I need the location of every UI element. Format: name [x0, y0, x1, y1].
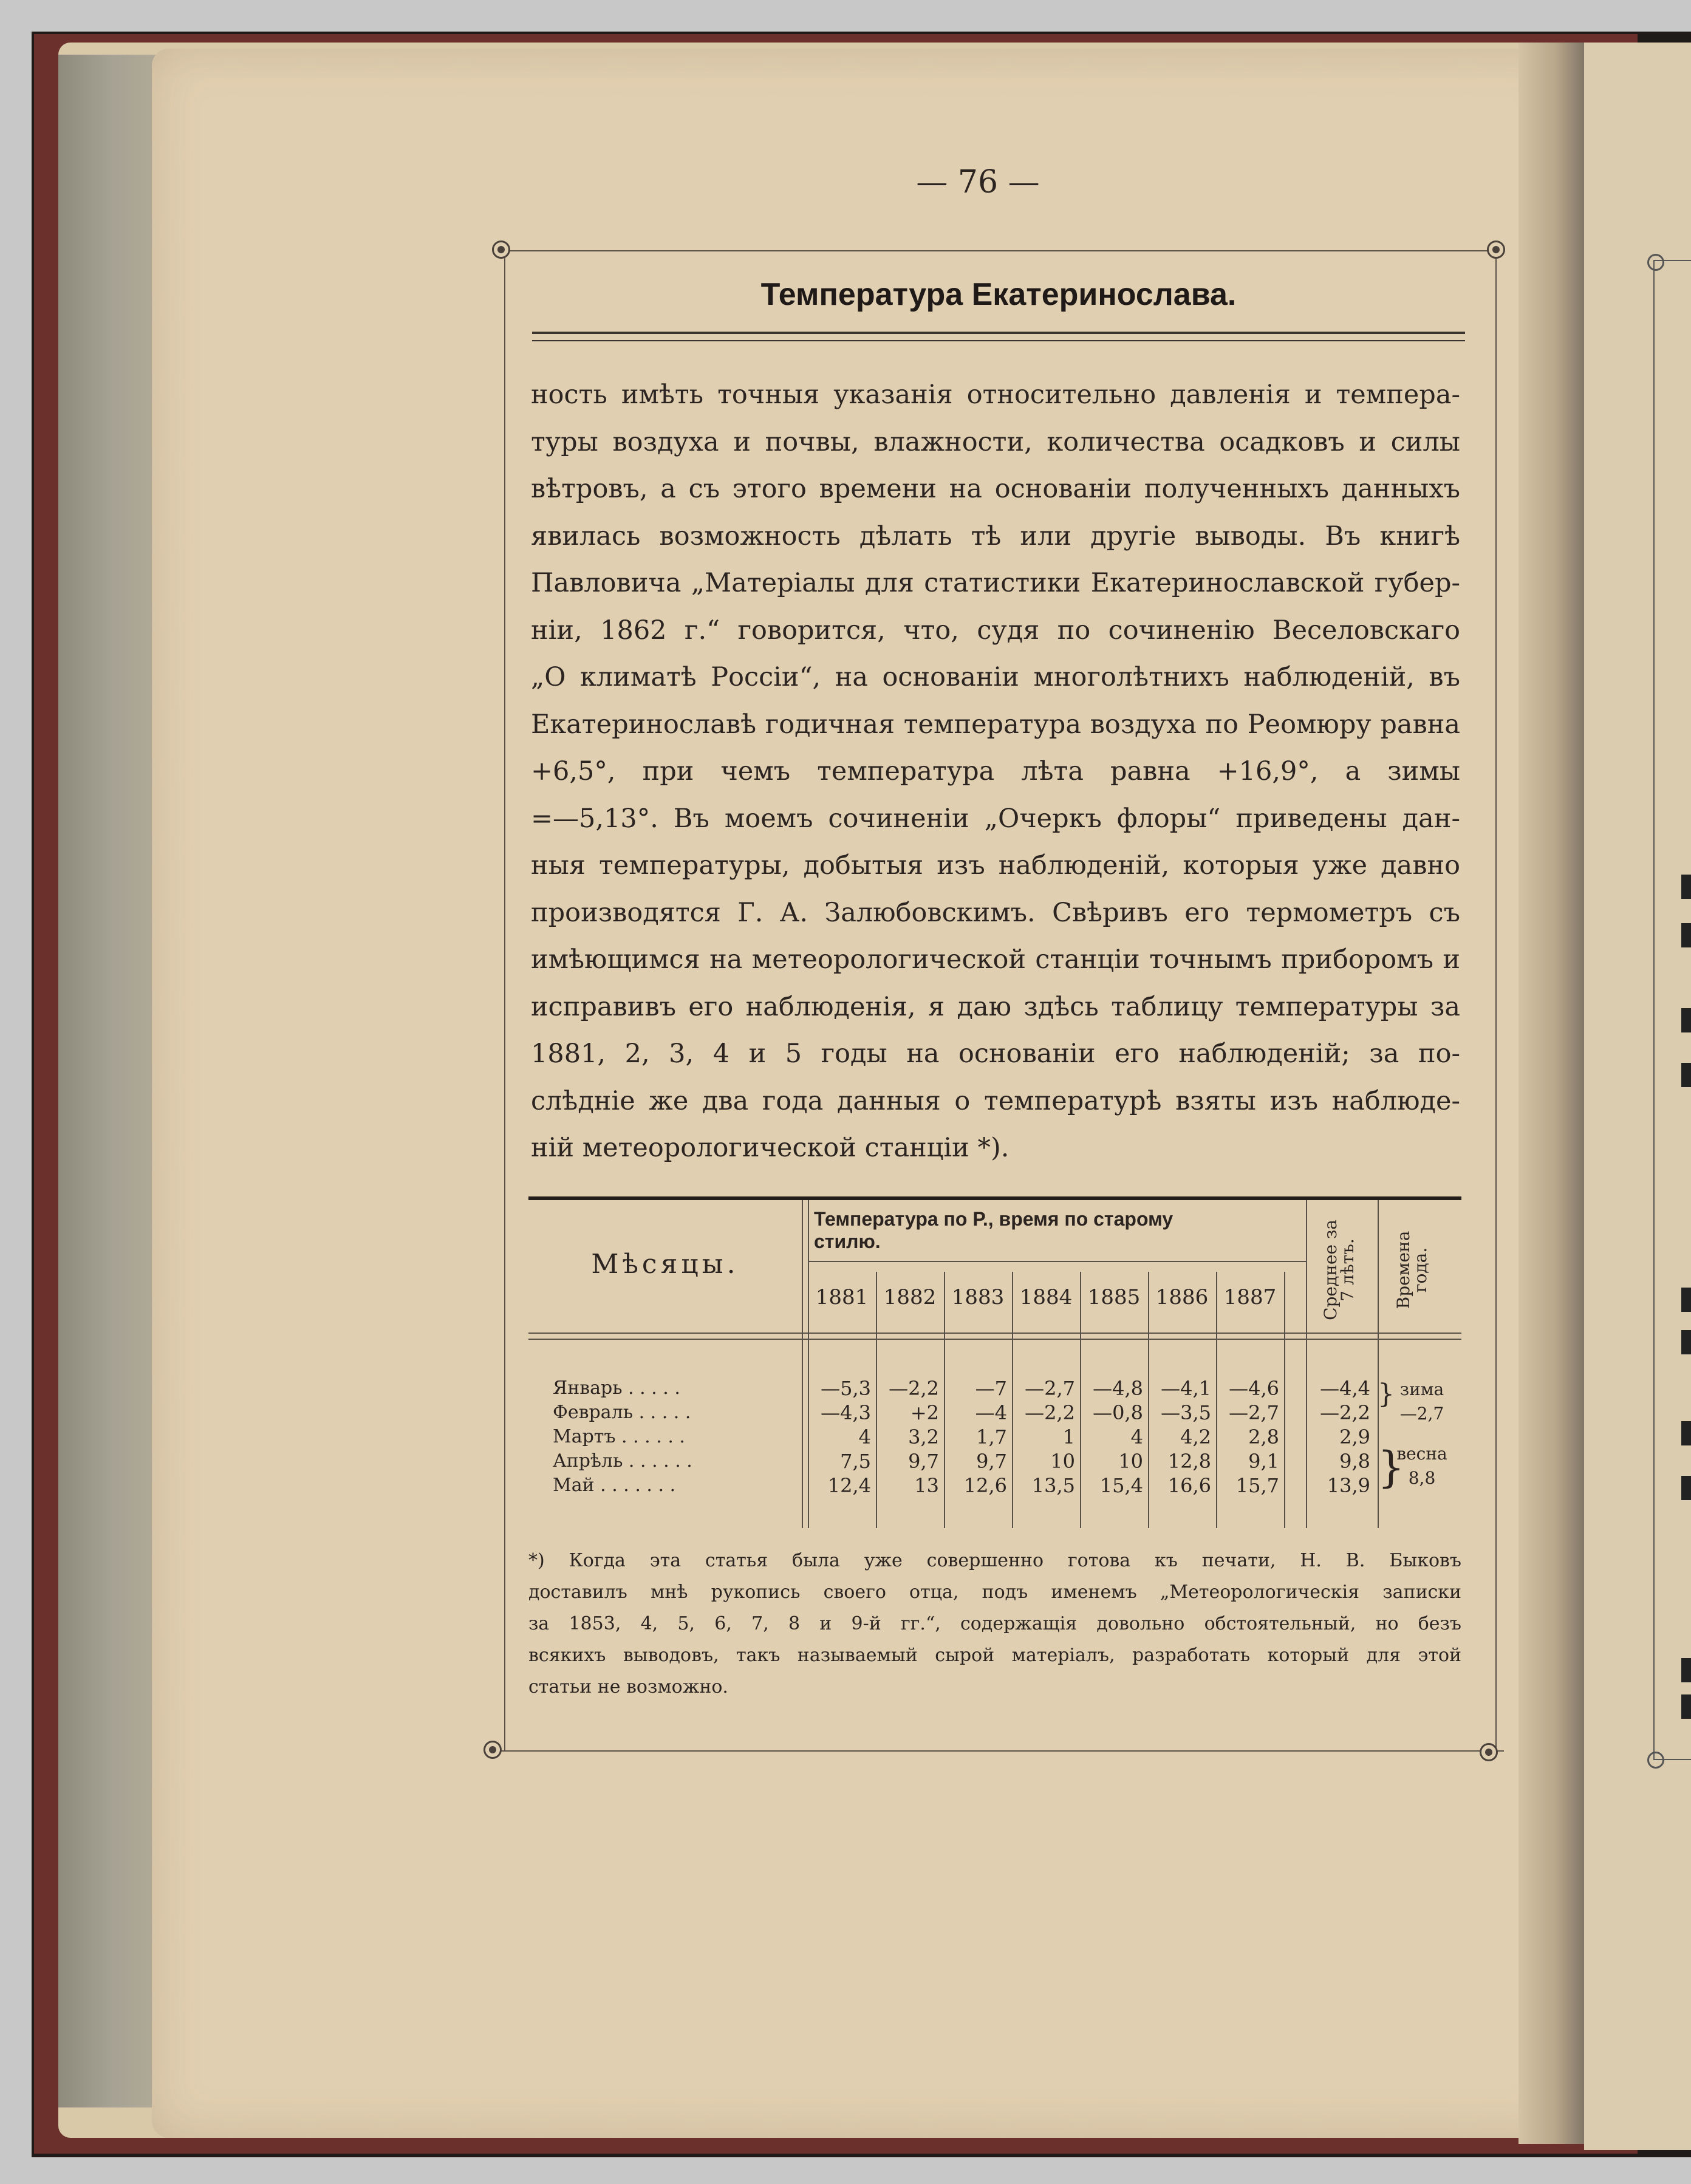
- season-header-line: Времена: [1393, 1230, 1413, 1309]
- text-line: имѣющимся на метеорологической станціи точнымъ приборомъ и: [531, 944, 1460, 975]
- right-page-edge: [1584, 43, 1691, 2150]
- text-line: ность имѣть точныя указанія относительно давленія и темпера-: [531, 380, 1460, 410]
- text-line: производятся Г. А. Залюбовскимъ. Свѣривъ его термометръ съ: [531, 897, 1460, 928]
- text-line: Екатеринославѣ годичная температура воздуха по Реомюру равна: [531, 709, 1460, 740]
- right-page-ornament-top: [1647, 254, 1664, 271]
- table-cell: 9,7: [976, 1450, 1007, 1473]
- season-spring-name: весна: [1396, 1444, 1447, 1464]
- text-line: ныя температуры, добытыя изъ наблюденій, которыя уже давно: [531, 850, 1460, 881]
- year-header: 1883: [951, 1285, 1005, 1309]
- table-cell-average: —2,2: [1320, 1401, 1370, 1424]
- year-header: 1886: [1155, 1285, 1209, 1309]
- year-header: 1885: [1087, 1285, 1141, 1309]
- table-divider: [1284, 1272, 1285, 1528]
- right-page-text-fragment: [1681, 1063, 1691, 1087]
- footnote: [528, 1545, 1461, 1703]
- table-cell: 12,4: [827, 1474, 871, 1497]
- text-line: Павловича „Матеріалы для статистики Екатеринославской губер-: [531, 568, 1460, 598]
- table-cell: 12,8: [1167, 1450, 1211, 1473]
- table-divider: [808, 1261, 1306, 1262]
- temperature-header: Температура по Р., время по старому стилю.: [814, 1208, 1173, 1252]
- table-cell: 1: [1062, 1425, 1075, 1449]
- season-winter-name: зима: [1399, 1379, 1444, 1399]
- table-cell: —0,8: [1093, 1401, 1143, 1424]
- right-page-text-fragment: [1681, 1008, 1691, 1032]
- table-cell: 10: [1118, 1450, 1143, 1473]
- table-cell: 9,1: [1248, 1450, 1279, 1473]
- footnote-line: всякихъ выводовъ, такъ называемый сырой матеріалъ, разработать который для этой: [528, 1645, 1461, 1666]
- table-cell: 4,2: [1180, 1425, 1211, 1449]
- text-line: „О климатѣ Россіи“, на основаніи многолѣтнихъ наблюденій, въ: [531, 662, 1460, 692]
- season-spring-value: 8,8: [1408, 1468, 1436, 1488]
- season-column-header: [1385, 1206, 1440, 1334]
- book-gutter: [1518, 43, 1585, 2144]
- table-cell: 3,2: [908, 1425, 939, 1449]
- average-header-line: Среднее за: [1320, 1220, 1341, 1320]
- right-page-text-fragment: [1681, 1421, 1691, 1445]
- table-cell: —2,2: [889, 1377, 939, 1400]
- table-cell-average: —4,4: [1320, 1377, 1370, 1400]
- corner-ornament-icon: [492, 241, 510, 259]
- text-line: +6,5°, при чемъ температура лѣта равна +16,9°, а зимы: [531, 756, 1460, 787]
- right-page-text-fragment: [1681, 1694, 1691, 1719]
- table-cell: —4,1: [1161, 1377, 1211, 1400]
- table-cell: 4: [1130, 1425, 1143, 1449]
- table-cell: 16,6: [1167, 1474, 1211, 1497]
- table-cell: 9,7: [908, 1450, 939, 1473]
- right-page-text-fragment: [1681, 1476, 1691, 1500]
- table-divider: [528, 1339, 1461, 1340]
- months-column-header: Мѣсяцы.: [591, 1248, 739, 1280]
- page-number: — 76 —: [916, 164, 1040, 200]
- right-page-text-fragment: [1681, 875, 1691, 899]
- table-cell: —4: [975, 1401, 1007, 1424]
- right-page-frame-left: [1653, 260, 1655, 1760]
- title-rule: [532, 340, 1465, 341]
- table-cell: 10: [1050, 1450, 1075, 1473]
- year-header: 1887: [1223, 1285, 1277, 1309]
- text-line: явилась возможность дѣлать тѣ или другіе выводы. Въ книгѣ: [531, 520, 1460, 551]
- frame-top-rule: [494, 250, 1504, 251]
- temperature-table: [528, 1200, 1461, 1528]
- average-header-line: 7 лѣтъ.: [1337, 1238, 1358, 1302]
- table-row-month: Апрѣль . . . . . .: [553, 1450, 692, 1472]
- section-title: Температура Екатеринослава.: [760, 277, 1237, 312]
- season-winter-value: —2,7: [1399, 1404, 1444, 1424]
- year-header: 1882: [883, 1285, 937, 1309]
- corner-ornament-icon: [483, 1741, 502, 1759]
- text-line: вѣтровъ, а съ этого времени на основаніи полученныхъ данныхъ: [531, 474, 1460, 504]
- right-page-text-fragment: [1681, 1288, 1691, 1312]
- table-cell: —2,7: [1229, 1401, 1279, 1424]
- table-cell: —5,3: [821, 1377, 871, 1400]
- text-line: ніи, 1862 г.“ говорится, что, судя по сочиненію Веселовскаго: [531, 615, 1460, 646]
- table-row-month: Январь . . . . .: [553, 1377, 680, 1399]
- footnote-line: статьи не возможно.: [528, 1676, 728, 1698]
- title-rule: [532, 332, 1465, 334]
- season-brace-spring: }: [1378, 1442, 1405, 1492]
- footnote-line: доставилъ мнѣ рукопись своего отца, подъ именемъ „Метеорологическія записки: [528, 1582, 1461, 1603]
- text-line: слѣдніе же два года данныя о температурѣ взяты изъ наблюде-: [531, 1085, 1460, 1116]
- table-divider: [1306, 1200, 1307, 1528]
- corner-ornament-icon: [1480, 1743, 1498, 1761]
- table-cell: 4: [858, 1425, 871, 1449]
- table-cell-average: 2,9: [1339, 1425, 1370, 1449]
- table-row-month: Мартъ . . . . . .: [553, 1426, 685, 1447]
- body-text: [531, 372, 1460, 1172]
- season-brace-winter: }: [1378, 1379, 1395, 1410]
- table-cell-average: 13,9: [1327, 1474, 1370, 1497]
- table-cell: —4,3: [821, 1401, 871, 1424]
- corner-ornament-icon: [1487, 241, 1505, 259]
- table-cell: 2,8: [1248, 1425, 1279, 1449]
- text-line: туры воздуха и почвы, влажности, количества осадковъ и силы: [531, 426, 1460, 457]
- table-cell: 1,7: [976, 1425, 1007, 1449]
- text-line: ній метеорологической станціи *).: [531, 1133, 1009, 1163]
- average-column-header: [1312, 1206, 1367, 1334]
- table-divider: [808, 1200, 809, 1528]
- table-cell: —4,6: [1229, 1377, 1279, 1400]
- table-cell: 15,7: [1235, 1474, 1279, 1497]
- table-cell-average: 9,8: [1339, 1450, 1370, 1473]
- table-cell: 13,5: [1031, 1474, 1075, 1497]
- table-cell: —4,8: [1093, 1377, 1143, 1400]
- footnote-line: *) Когда эта статья была уже совершенно готова къ печати, Н. В. Быковъ: [528, 1550, 1461, 1571]
- right-page-text-fragment: [1681, 1330, 1691, 1354]
- season-header-line: года.: [1410, 1247, 1430, 1293]
- right-page-text-fragment: [1681, 1658, 1691, 1682]
- table-cell: —2,2: [1025, 1401, 1075, 1424]
- year-header: 1881: [815, 1285, 869, 1309]
- right-page-ornament-bottom: [1647, 1752, 1664, 1769]
- table-cell: —2,7: [1025, 1377, 1075, 1400]
- text-line: исправивъ его наблюденія, я даю здѣсь таблицу температуры за: [531, 991, 1460, 1022]
- table-row-month: Май . . . . . . .: [553, 1475, 676, 1496]
- footnote-line: за 1853, 4, 5, 6, 7, 8 и 9-й гг.“, содержащія довольно обстоятельный, но безъ: [528, 1613, 1461, 1634]
- year-header: 1884: [1019, 1285, 1073, 1309]
- table-cell: 12,6: [963, 1474, 1007, 1497]
- table-cell: 7,5: [840, 1450, 871, 1473]
- table-cell: 15,4: [1099, 1474, 1143, 1497]
- table-cell: —7: [975, 1377, 1007, 1400]
- table-divider: [802, 1200, 803, 1528]
- right-page-text-fragment: [1681, 923, 1691, 947]
- text-line: 1881, 2, 3, 4 и 5 годы на основаніи его наблюденій; за по-: [531, 1039, 1460, 1069]
- table-cell: +2: [910, 1401, 939, 1424]
- text-line: =—5,13°. Въ моемъ сочиненіи „Очеркъ флоры“ приведены дан-: [531, 803, 1460, 834]
- table-cell: —3,5: [1161, 1401, 1211, 1424]
- table-cell: 13: [914, 1474, 939, 1497]
- frame-bottom-rule: [494, 1750, 1504, 1752]
- table-row-month: Февраль . . . . .: [553, 1402, 691, 1423]
